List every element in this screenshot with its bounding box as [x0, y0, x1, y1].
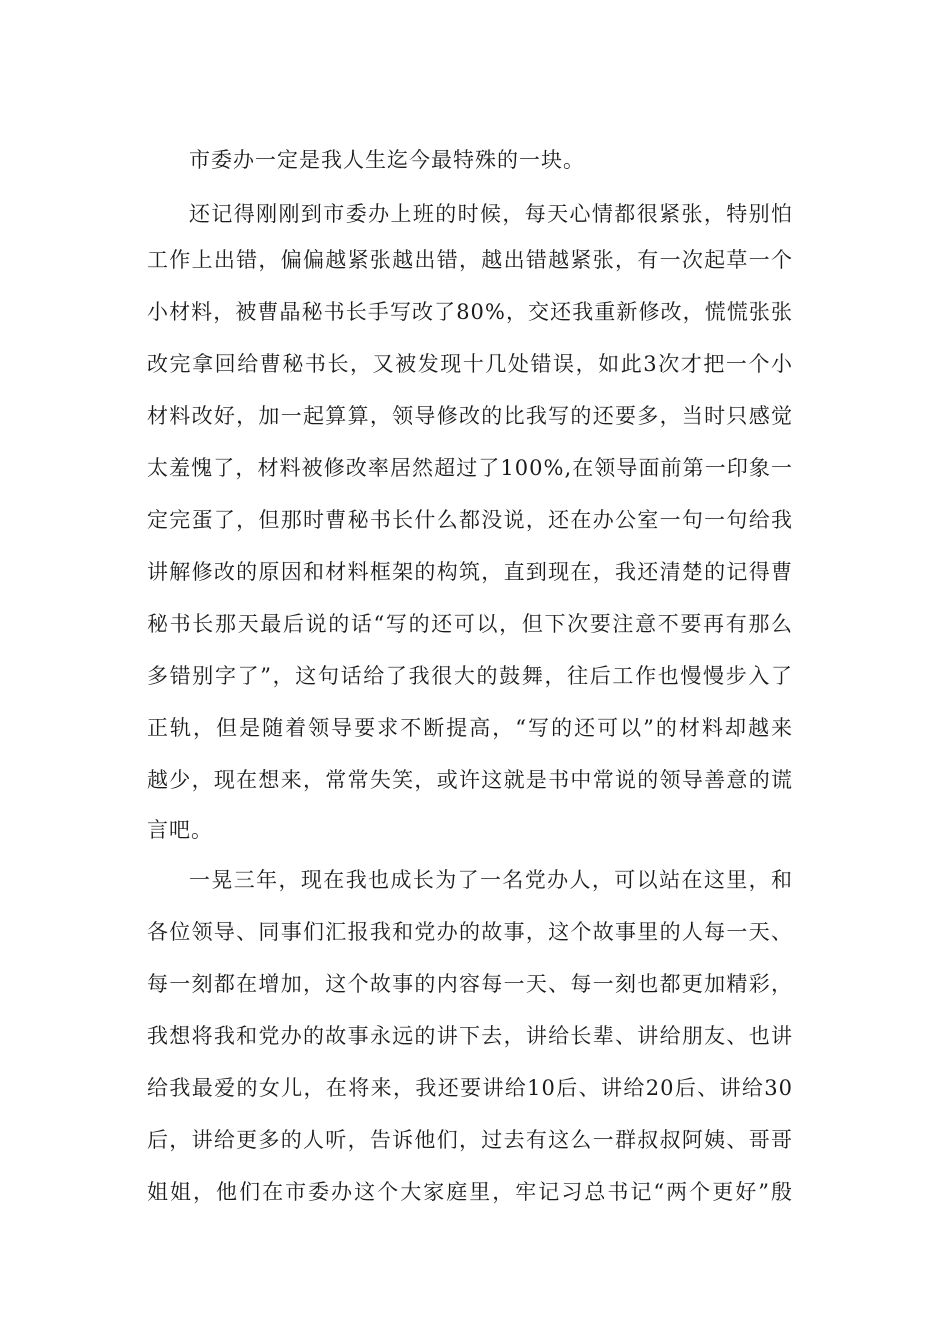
paragraph-1-line-1: 市委办一定是我人生迄今最特殊的一块。 [189, 148, 585, 172]
paragraph-3-line-4: 我想将我和党办的故事永远的讲下去，讲给长辈、讲给朋友、也讲 [147, 1024, 793, 1048]
paragraph-2-line-6: 太羞愧了，材料被修改率居然超过了100%,在领导面前第一印象一 [147, 456, 793, 480]
paragraph-3-line-3: 每一刻都在增加，这个故事的内容每一天、每一刻也都更加精彩， [147, 972, 793, 996]
paragraph-2-line-12: 越少，现在想来，常常失笑，或许这就是书中常说的领导善意的谎 [147, 768, 793, 792]
paragraph-3-line-1: 一晃三年，现在我也成长为了一名党办人，可以站在这里，和 [189, 868, 793, 892]
paragraph-2-line-4: 改完拿回给曹秘书长，又被发现十几处错误，如此3次才把一个小 [147, 352, 793, 376]
paragraph-2-line-11: 正轨，但是随着领导要求不断提高，“写的还可以”的材料却越来 [147, 716, 793, 740]
paragraph-2-line-10: 多错别字了”，这句话给了我很大的鼓舞，往后工作也慢慢步入了 [147, 664, 793, 688]
paragraph-2-line-5: 材料改好，加一起算算，领导修改的比我写的还要多，当时只感觉 [147, 404, 793, 428]
paragraph-3-line-7: 姐姐，他们在市委办这个大家庭里，牢记习总书记“两个更好”殷 [147, 1180, 793, 1204]
paragraph-3-line-5: 给我最爱的女儿，在将来，我还要讲给10后、讲给20后、讲给30 [147, 1076, 793, 1100]
paragraph-2-line-13: 言吧。 [147, 818, 213, 842]
paragraph-2-line-9: 秘书长那天最后说的话“写的还可以，但下次要注意不要再有那么 [147, 612, 793, 636]
paragraph-2-line-3: 小材料，被曹晶秘书长手写改了80%，交还我重新修改，慌慌张张 [147, 300, 793, 324]
paragraph-2-line-1: 还记得刚刚到市委办上班的时候，每天心情都很紧张，特别怕 [189, 202, 793, 226]
paragraph-2-line-2: 工作上出错，偏偏越紧张越出错，越出错越紧张，有一次起草一个 [147, 248, 793, 272]
paragraph-3-line-2: 各位领导、同事们汇报我和党办的故事，这个故事里的人每一天、 [147, 920, 793, 944]
paragraph-3-line-6: 后，讲给更多的人听，告诉他们，过去有这么一群叔叔阿姨、哥哥 [147, 1128, 793, 1152]
paragraph-2-line-8: 讲解修改的原因和材料框架的构筑，直到现在，我还清楚的记得曹 [147, 560, 793, 584]
paragraph-2-line-7: 定完蛋了，但那时曹秘书长什么都没说，还在办公室一句一句给我 [147, 508, 793, 532]
